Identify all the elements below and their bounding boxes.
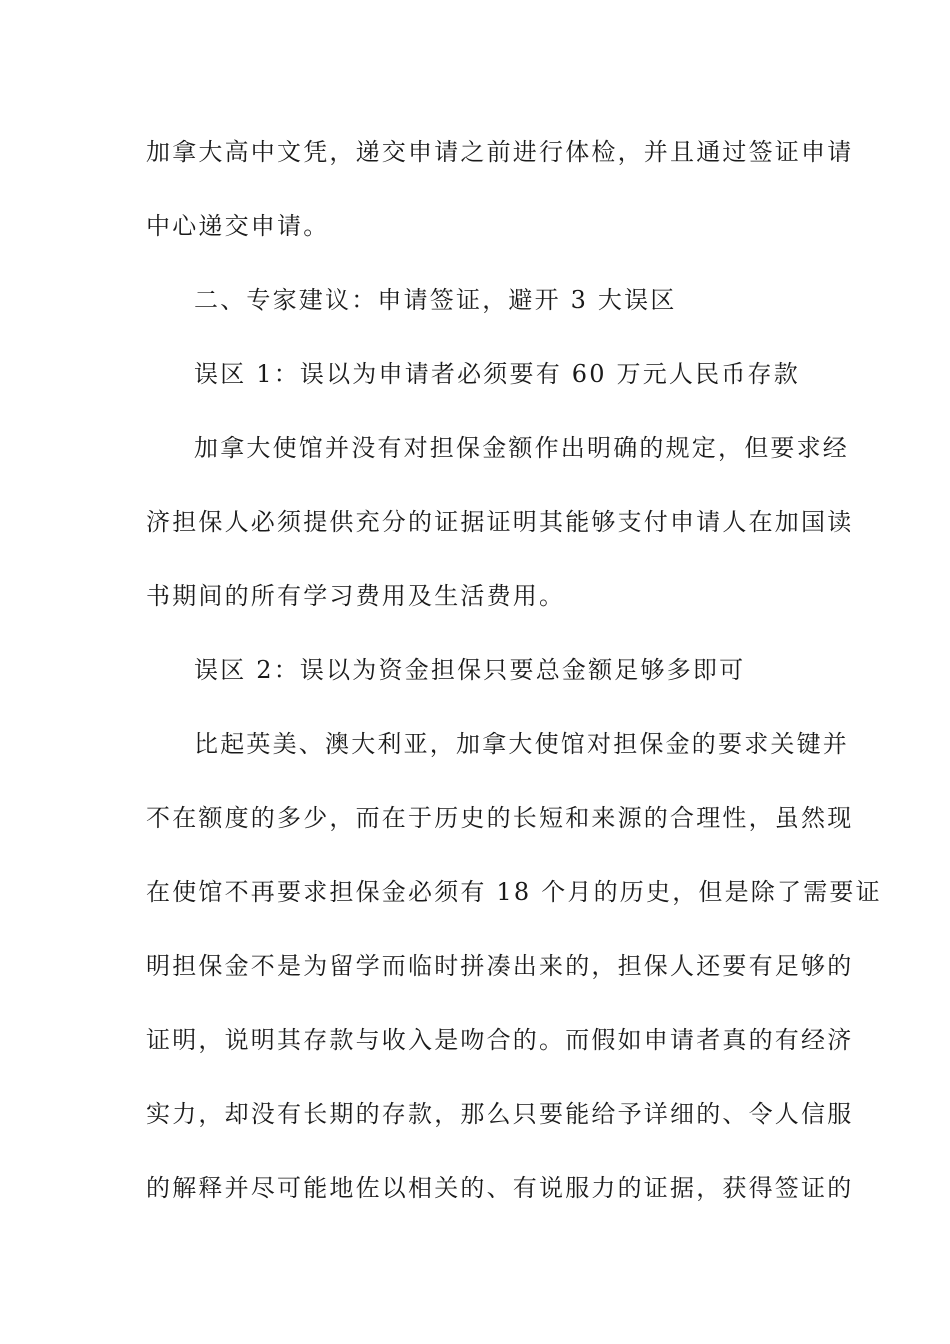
body-text-line: 加拿大使馆并没有对担保金额作出明确的规定，但要求经: [194, 434, 849, 462]
section-heading: 二、专家建议：申请签证，避开 3 大误区: [194, 286, 677, 314]
misconception-heading-2: 误区 2：误以为资金担保只要总金额足够多即可: [194, 656, 746, 684]
body-text-line: 书期间的所有学习费用及生活费用。: [146, 582, 566, 610]
body-text-line: 实力，却没有长期的存款，那么只要能给予详细的、令人信服: [146, 1100, 854, 1128]
body-text-line: 济担保人必须提供充分的证据证明其能够支付申请人在加国读: [146, 508, 854, 536]
body-text-line: 的解释并尽可能地佐以相关的、有说服力的证据，获得签证的: [146, 1174, 854, 1202]
body-text-line: 比起英美、澳大利亚，加拿大使馆对担保金的要求关键并: [194, 730, 849, 758]
body-text-line: 中心递交申请。: [146, 212, 330, 240]
misconception-heading-1: 误区 1：误以为申请者必须要有 60 万元人民币存款: [194, 360, 800, 388]
body-text-line: 在使馆不再要求担保金必须有 18 个月的历史，但是除了需要证: [146, 878, 882, 906]
body-text-line: 不在额度的多少，而在于历史的长短和来源的合理性，虽然现: [146, 804, 854, 832]
body-text-line: 加拿大高中文凭，递交申请之前进行体检，并且通过签证申请: [146, 138, 854, 166]
body-text-line: 明担保金不是为留学而临时拼凑出来的，担保人还要有足够的: [146, 952, 854, 980]
body-text-line: 证明，说明其存款与收入是吻合的。而假如申请者真的有经济: [146, 1026, 854, 1054]
